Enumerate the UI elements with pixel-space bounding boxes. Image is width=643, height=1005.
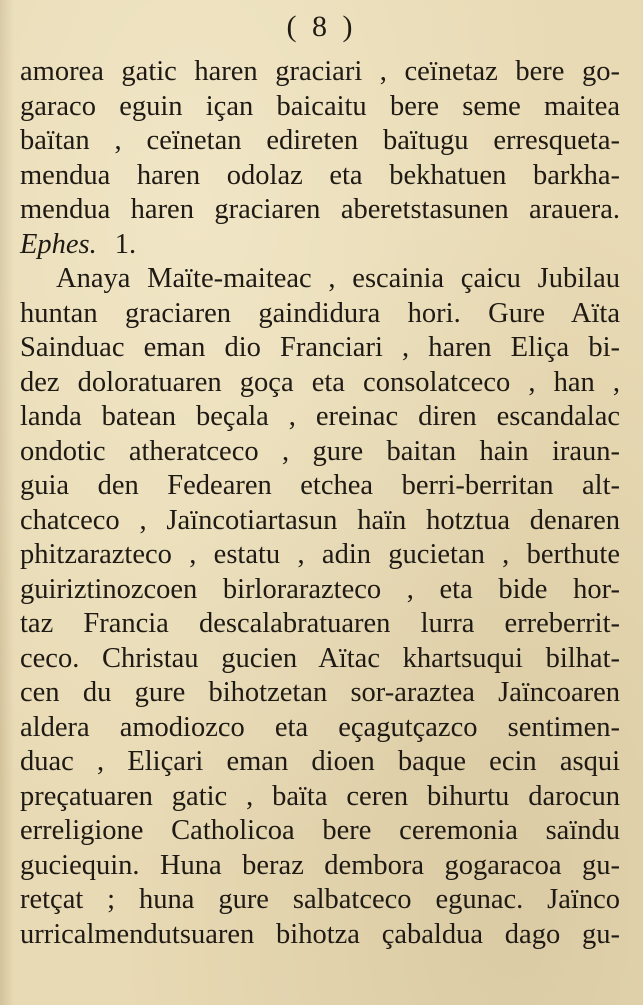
text-line: mendua haren graciaren aberetstasunen arauera.: [20, 194, 620, 225]
reference-book: Ephes.: [20, 228, 97, 260]
text-line: erreligione Catholicoa bere ceremonia saïndu: [20, 815, 620, 846]
text-line: duac , Eliçari eman dioen baque ecin asqui: [20, 746, 620, 777]
text-line: amorea gatic haren graciari , ceïnetaz bere go-: [20, 56, 620, 87]
page-number: ( 8 ): [286, 10, 357, 43]
text-line: retçat ; huna gure salbatceco egunac. Jaïnco: [20, 884, 620, 915]
text-line: ondotic atheratceco , gure baitan hain iraun-: [20, 435, 620, 467]
text-line: taz Francia descalabratuaren lurra erreberrit-: [20, 608, 620, 639]
text-line: guiriztinozcoen birlorarazteco , eta bide hor-: [20, 573, 620, 605]
text-line: garaco eguin içan baicaitu bere seme maitea: [20, 90, 620, 122]
text-line: Anaya Maïte-maiteac , escainia çaicu Jubilau: [56, 263, 620, 294]
reference-chapter: 1.: [114, 228, 137, 260]
text-line: guia den Fedearen etchea berri-berritan alt-: [20, 470, 620, 501]
text-line: landa batean beçala , ereinac diren escandalac: [20, 401, 620, 432]
text-line: chatceco , Jaïncotiartasun haïn hotztua denaren: [20, 504, 620, 536]
text-line: urricalmendutsuaren bihotza çabaldua dago gu-: [20, 918, 620, 950]
text-line: aldera amodiozco eta eçagutçazco sentimen-: [20, 711, 620, 743]
text-line: Sainduac eman dio Franciari , haren Eliça bi-: [20, 332, 620, 363]
text-line: baïtan , ceïnetan edireten baïtugu erresqueta-: [20, 125, 620, 156]
text-line: mendua haren odolaz eta bekhatuen barkha-: [20, 159, 620, 191]
text-line: preçatuaren gatic , baïta ceren bihurtu darocun: [20, 780, 620, 812]
body-text: [20, 55, 620, 952]
text-line: cen du gure bihotzetan sor-araztea Jaïncoaren: [20, 677, 620, 708]
text-line: huntan graciaren gaindidura hori. Gure Aïta: [20, 297, 620, 329]
text-line: dez doloratuaren goça eta consolatceco , han ,: [20, 366, 620, 398]
scripture-reference-line: [20, 228, 620, 263]
text-line: guciequin. Huna beraz dembora gogaracoa gu-: [20, 849, 620, 881]
text-line: ceco. Christau gucien Aïtac khartsuqui bilhat-: [20, 642, 620, 674]
text-line: phitzarazteco , estatu , adin gucietan , berthute: [20, 539, 620, 570]
